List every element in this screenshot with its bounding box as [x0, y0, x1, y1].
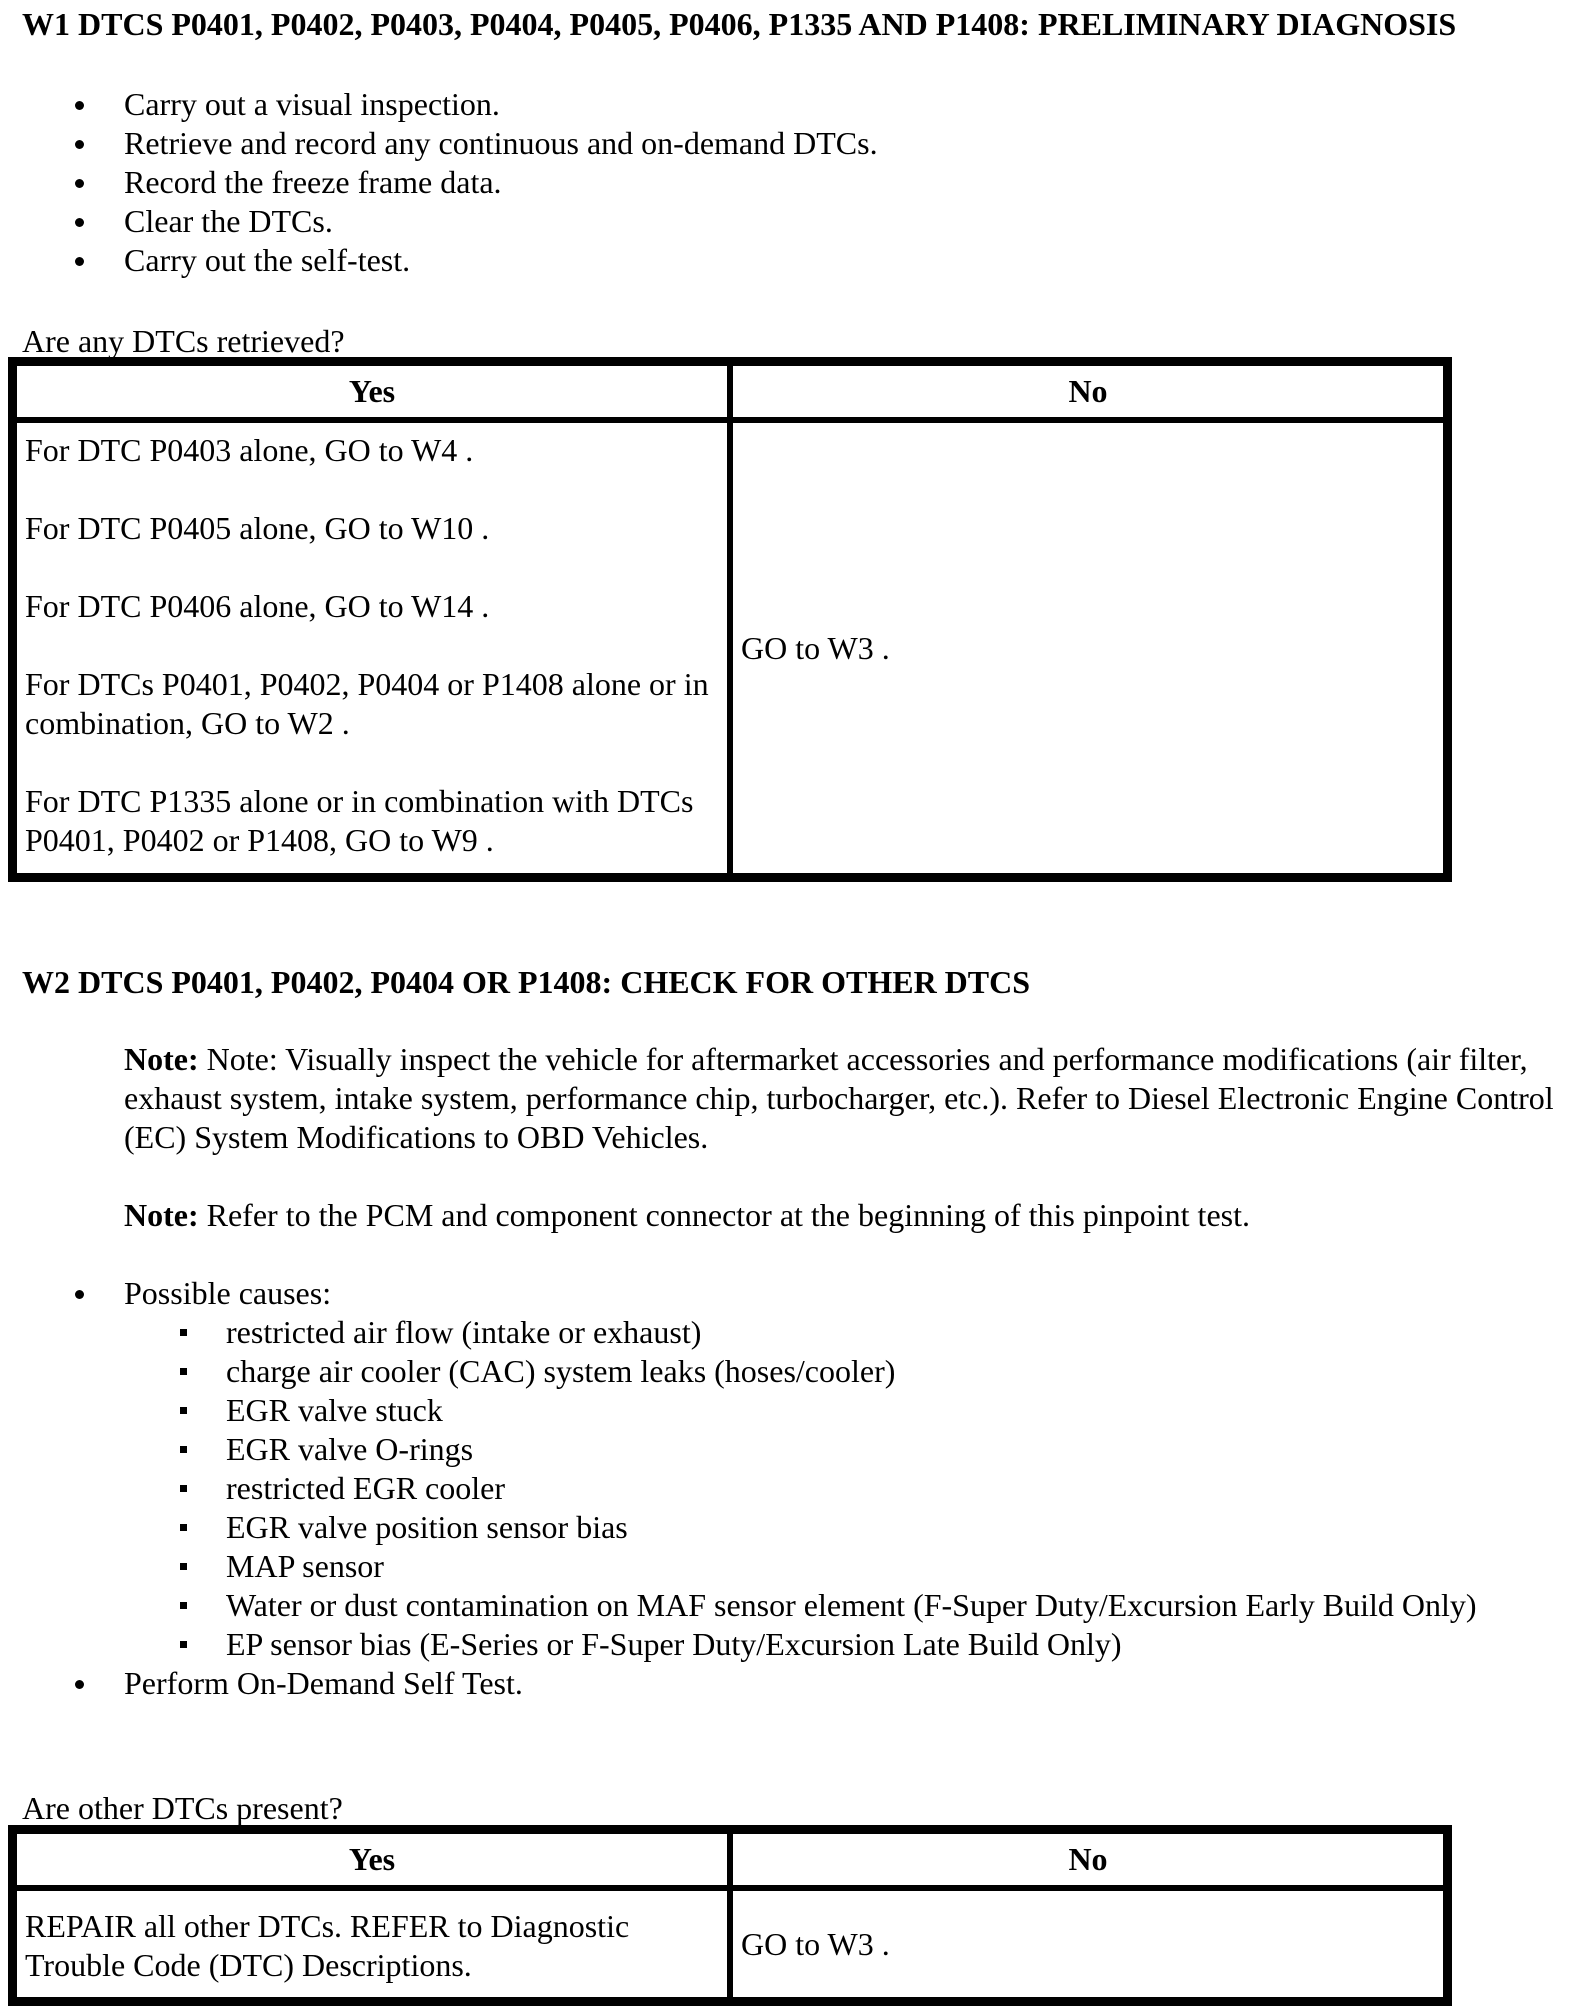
causes-list	[124, 1313, 1520, 1664]
yes-header: Yes	[14, 1831, 730, 1888]
note-label: Note:	[124, 1197, 199, 1233]
cause-item: charge air cooler (CAC) system leaks (hoses/cooler)	[124, 1352, 1520, 1391]
w1-steps-list	[0, 85, 878, 280]
list-item: Carry out the self-test.	[0, 241, 878, 280]
w1-answer-table	[8, 357, 1452, 882]
list-item: Record the freeze frame data.	[0, 163, 878, 202]
cause-item: EP sensor bias (E-Series or F-Super Duty/Excursion Late Build Only)	[124, 1625, 1520, 1664]
cause-item: EGR valve position sensor bias	[124, 1508, 1520, 1547]
no-header: No	[730, 1831, 1446, 1888]
cause-item: restricted air flow (intake or exhaust)	[124, 1313, 1520, 1352]
yes-item: For DTCs P0401, P0402, P0404 or P1408 alone or in combination, GO to W2 .	[25, 666, 709, 741]
yes-item: For DTC P0405 alone, GO to W10 .	[25, 510, 490, 546]
w2-answer-table	[8, 1825, 1452, 2006]
cause-item: restricted EGR cooler	[124, 1469, 1520, 1508]
w2-note-modifications	[124, 1040, 1564, 1157]
w1-question: Are any DTCs retrieved?	[22, 323, 345, 359]
w2-note-connector	[124, 1196, 1564, 1235]
no-header: No	[730, 363, 1446, 420]
list-item: Perform On-Demand Self Test.	[0, 1664, 1520, 1703]
cause-item: MAP sensor	[124, 1547, 1520, 1586]
list-item: Retrieve and record any continuous and on-demand DTCs.	[0, 124, 878, 163]
yes-item: For DTC P0403 alone, GO to W4 .	[25, 432, 474, 468]
yes-item: For DTC P1335 alone or in combination with DTCs P0401, P0402 or P1408, GO to W9 .	[25, 783, 694, 858]
list-item: Clear the DTCs.	[0, 202, 878, 241]
w2-steps-list	[0, 1274, 1520, 1703]
list-item: Carry out a visual inspection.	[0, 85, 878, 124]
cause-item: Water or dust contamination on MAF sensor element (F-Super Duty/Excursion Early Build Only)	[124, 1586, 1486, 1625]
yes-header: Yes	[14, 363, 730, 420]
list-item	[0, 1274, 1520, 1664]
note-label: Note:	[124, 1041, 199, 1077]
yes-cell: REPAIR all other DTCs. REFER to Diagnostic Trouble Code (DTC) Descriptions.	[14, 1888, 730, 2000]
w2-heading: W2 DTCS P0401, P0402, P0404 OR P1408: CHECK FOR OTHER DTCS	[22, 964, 1031, 1000]
note-text: Note: Visually inspect the vehicle for aftermarket accessories and performance modifications (air filter, exhaust system, intake system, performance chip, turbocharger, etc.). Refer to Diesel Electronic Engine Control (EC) System Modifications to OBD Vehicles.	[124, 1041, 1554, 1155]
note-text: Refer to the PCM and component connector at the beginning of this pinpoint test.	[206, 1197, 1250, 1233]
cause-item: EGR valve O-rings	[124, 1430, 1520, 1469]
cause-item: EGR valve stuck	[124, 1391, 1520, 1430]
possible-causes-label: Possible causes:	[124, 1275, 332, 1311]
no-cell: GO to W3 .	[730, 420, 1446, 876]
no-cell: GO to W3 .	[730, 1888, 1446, 2000]
yes-item: For DTC P0406 alone, GO to W14 .	[25, 588, 490, 624]
w2-question: Are other DTCs present?	[22, 1790, 343, 1826]
yes-cell	[14, 420, 730, 876]
w1-heading: W1 DTCS P0401, P0402, P0403, P0404, P0405, P0406, P1335 AND P1408: PRELIMINARY DIAGNOSIS	[22, 6, 1457, 42]
